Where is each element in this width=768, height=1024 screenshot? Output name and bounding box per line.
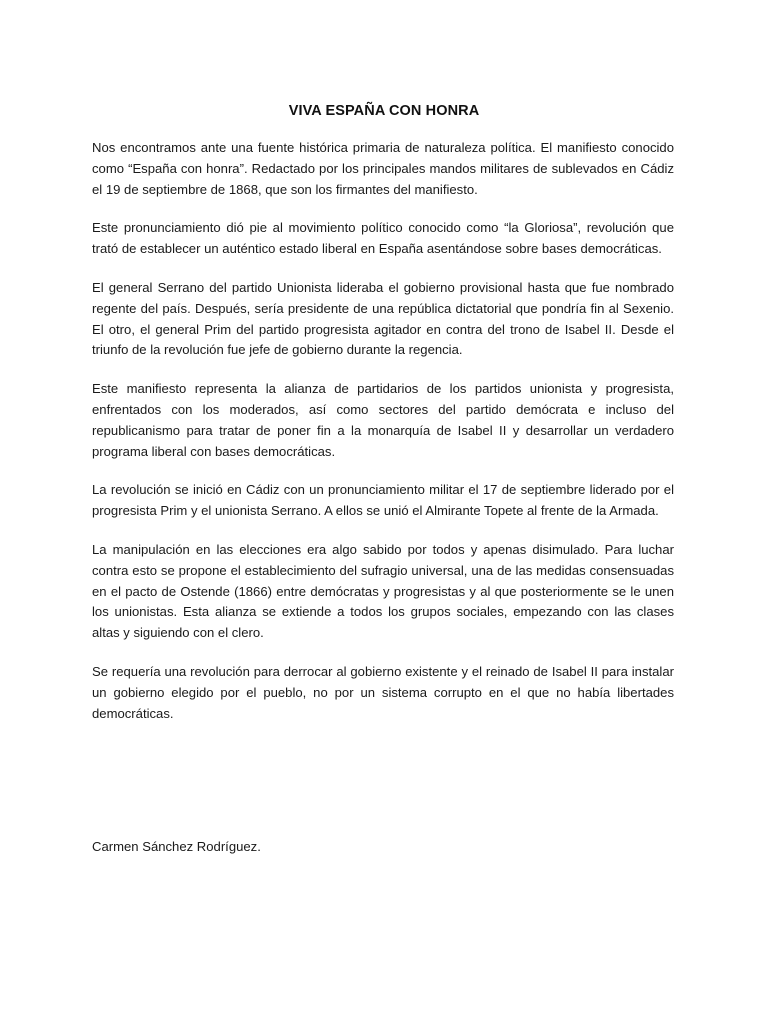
document-body	[92, 138, 674, 742]
document-title: VIVA ESPAÑA CON HONRA	[288, 103, 480, 119]
paragraph-2: Este pronunciamiento dió pie al movimiento político conocido como “la Gloriosa”, revolución que trató de establecer un auténtico estado liberal en España asentándose sobre bases democráticas.	[92, 220, 674, 257]
paragraph-3: El general Serrano del partido Unionista lideraba el gobierno provisional hasta que fue nombrado regente del país. Después, sería presidente de una república dictatorial que pondría fin al Sexenio. El otro, el general Prim del partido progresista agitador en contra del trono de Isabel II. Desde el triunfo de la revolución fue jefe de gobierno durante la regencia.	[92, 279, 674, 358]
paragraph-1: Nos encontramos ante una fuente histórica primaria de naturaleza política. El manifiesto conocido como “España con honra”. Redactado por los principales mandos militares de sublevados en Cádiz el 19 de septiembre de 1868, que son los firmantes del manifiesto.	[92, 140, 674, 197]
paragraph-5: La revolución se inició en Cádiz con un pronunciamiento militar el 17 de septiembre liderado por el progresista Prim y el unionista Serrano. A ellos se unió el Almirante Topete al frente de la Armada.	[92, 482, 674, 519]
paragraph-7: Se requería una revolución para derrocar al gobierno existente y el reinado de Isabel II para instalar un gobierno elegido por el pueblo, no por un sistema corrupto en el que no había libertades democráticas.	[92, 663, 674, 721]
paragraph-4: Este manifiesto representa la alianza de partidarios de los partidos unionista y progresista, enfrentados con los moderados, así como sectores del partido demócrata e incluso del republicanismo para tratar de poner fin a la monarquía de Isabel II y desarrollar un verdadero programa liberal con bases democráticas.	[92, 381, 674, 459]
paragraph-6: La manipulación en las elecciones era algo sabido por todos y apenas disimulado. Para luchar contra esto se propone el establecimiento del sufragio universal, una de las medidas consensuadas en el pacto de Ostende (1866) entre demócratas y progresistas y al que posteriormente se le unen los unionistas. Esta alianza se extiende a todos los grupos sociales, empezando con las clases altas y siguiendo con el clero.	[92, 541, 674, 641]
author-signature: Carmen Sánchez Rodríguez.	[92, 839, 261, 854]
